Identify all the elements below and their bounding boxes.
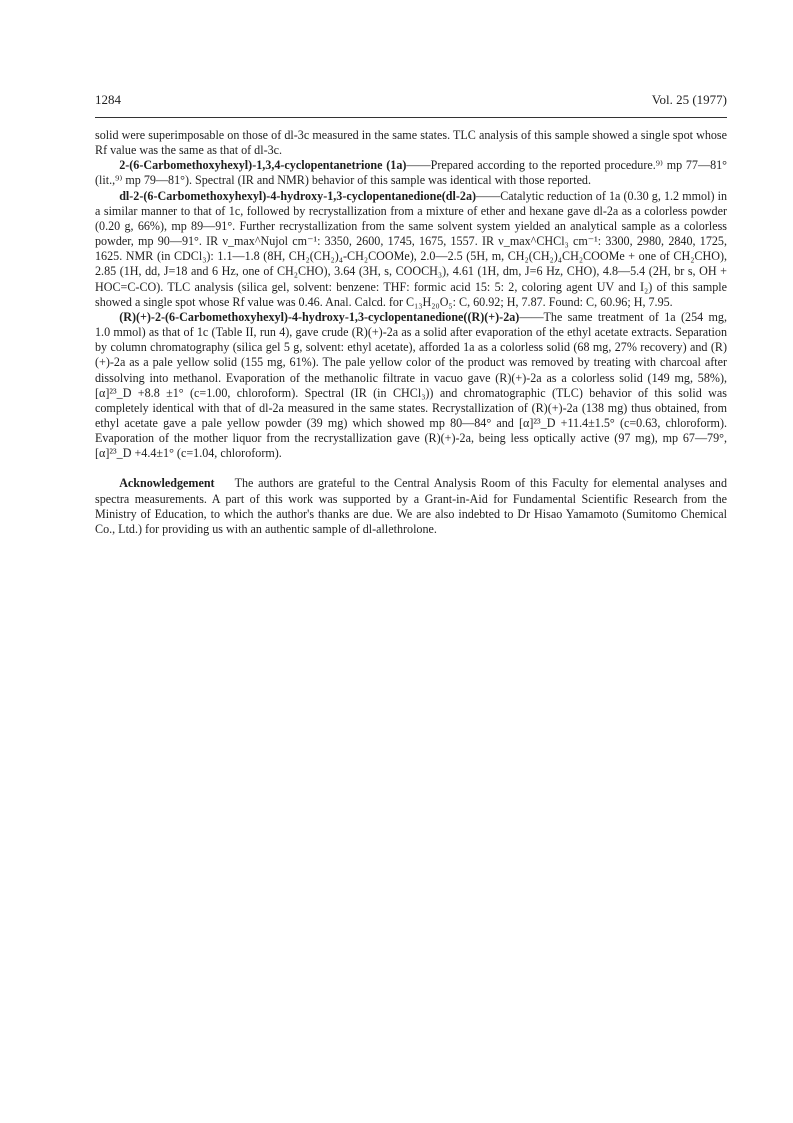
article-body bbox=[95, 128, 727, 537]
page-number: 1284 bbox=[95, 92, 121, 107]
paragraph-text: ——The same treatment of 1a (254 mg, 1.0 mmol) as that of 1c (Table II, run 4), gave crude (R)(+)-2a as a solid after evaporation of the ethyl acetate extracts. Separation by column chromatography (silica gel 5 g, solvent: ethyl acetate), afforded 1a as a colorless solid (68 mg, 27% recovery) and (R)(+)-2a as a pale yellow solid (155 mg, 61%). The pale yellow color of the product was removed by treating with charcoal after dissolving into methanol. Evaporation of the methanolic filtrate in vacuo gave (R)(+)-2a as a colorless solid (149 mg, 58%), [α]²³_D +8.8 ±1° (c=1.00, chloroform). Spectral (IR (in CHCl₃)) and chromatographic (TLC) behavior of this solid was completely identical with that of dl-2a measured in the same states. Recrystallization of (R)(+)-2a (138 mg) thus obtained, from ethyl acetate gave a pale yellow powder (39 mg) which showed mp 80—84° and [α]²³_D +11.4±1.5° (c=0.63, chloroform). Evaporation of the mother liquor from the recrystallization gave (R)(+)-2a, being less optically active (97 mg), mp 67—79°, [α]²³_D +4.4±1° (c=1.04, chloroform). bbox=[95, 309, 727, 461]
paragraph-tlc-continuation bbox=[95, 128, 727, 158]
compound-heading: dl-2-(6-Carbomethoxyhexyl)-4-hydroxy-1,3-cyclopentanedione(dl-2a) bbox=[119, 188, 477, 203]
compound-heading: (R)(+)-2-(6-Carbomethoxyhexyl)-4-hydroxy-1,3-cyclopentanedione((R)(+)-2a) bbox=[119, 309, 520, 324]
compound-heading: 2-(6-Carbomethoxyhexyl)-1,3,4-cyclopentanetrione (1a) bbox=[119, 158, 407, 173]
header-rule bbox=[95, 117, 727, 118]
paragraph-compound-dl-2a bbox=[95, 189, 727, 310]
paragraph-text: solid were superimposable on those of dl-3c measured in the same states. TLC analysis of this sample showed a single spot whose Rf value was the same as that of dl-3c. bbox=[95, 128, 727, 158]
acknowledgement-title: Acknowledgement bbox=[119, 476, 215, 491]
page-header bbox=[95, 92, 727, 110]
journal-reference: Vol. 25 (1977) bbox=[651, 92, 727, 107]
paragraph-compound-1a bbox=[95, 158, 727, 188]
paragraph-text: ——Prepared according to the reported procedure.⁹⁾ mp 77—81° (lit.,⁹⁾ mp 79—81°). Spectral (IR and NMR) behavior of this sample was identical with those reported. bbox=[95, 158, 728, 188]
acknowledgement-paragraph bbox=[95, 476, 727, 537]
acknowledgement-text: The authors are grateful to the Central Analysis Room of this Faculty for elemental analyses and spectra measurements. A part of this work was supported by a Grant-in-Aid for Fundamental Scientific Research from the Ministry of Education, to which the author's thanks are due. We are also indebted to Dr Hisao Yamamoto (Sumitomo Chemical Co., Ltd.) for providing us with an authentic sample of dl-allethrolone. bbox=[95, 476, 727, 536]
paragraph-text: ——Catalytic reduction of 1a (0.30 g, 1.2 mmol) in a similar manner to that of 1c, followed by recrystallization from a mixture of ether and hexane gave dl-2a as a colorless powder (0.20 g, 66%), mp 89—91°. Further recrystallization from the same solvent system yielded an analytical sample as a colorless powder, mp 90—91°. IR ν_max^Nujol cm⁻¹: 3350, 2600, 1745, 1675, 1557. IR ν_max^CHCl₃ cm⁻¹: 3300, 2980, 2840, 1725, 1625. NMR (in CDCl₃): 1.1—1.8 (8H, CH₂(CH₂)₄-CH₂COOMe), 2.0—2.5 (5H, m, CH₂(CH₂)₄CH₂COOMe + one of CH₂CHO), 2.85 (1H, dd, J=18 and 6 Hz, one of CH₂CHO), 3.64 (3H, s, COOCH₃), 4.61 (1H, dm, J=6 Hz, CHO), 4.8—5.4 (2H, br s, OH + HOC=C-CO). TLC analysis (silica gel, solvent: benzene: THF: formic acid 15: 5: 2, coloring agent UV and I₂) of this sample showed a single spot whose Rf value was 0.46. Anal. Calcd. for C₁₃H₂₀O₅: C, 60.92; H, 7.87. Found: C, 60.96; H, 7.95. bbox=[95, 188, 727, 309]
paragraph-compound-r-2a bbox=[95, 310, 727, 462]
